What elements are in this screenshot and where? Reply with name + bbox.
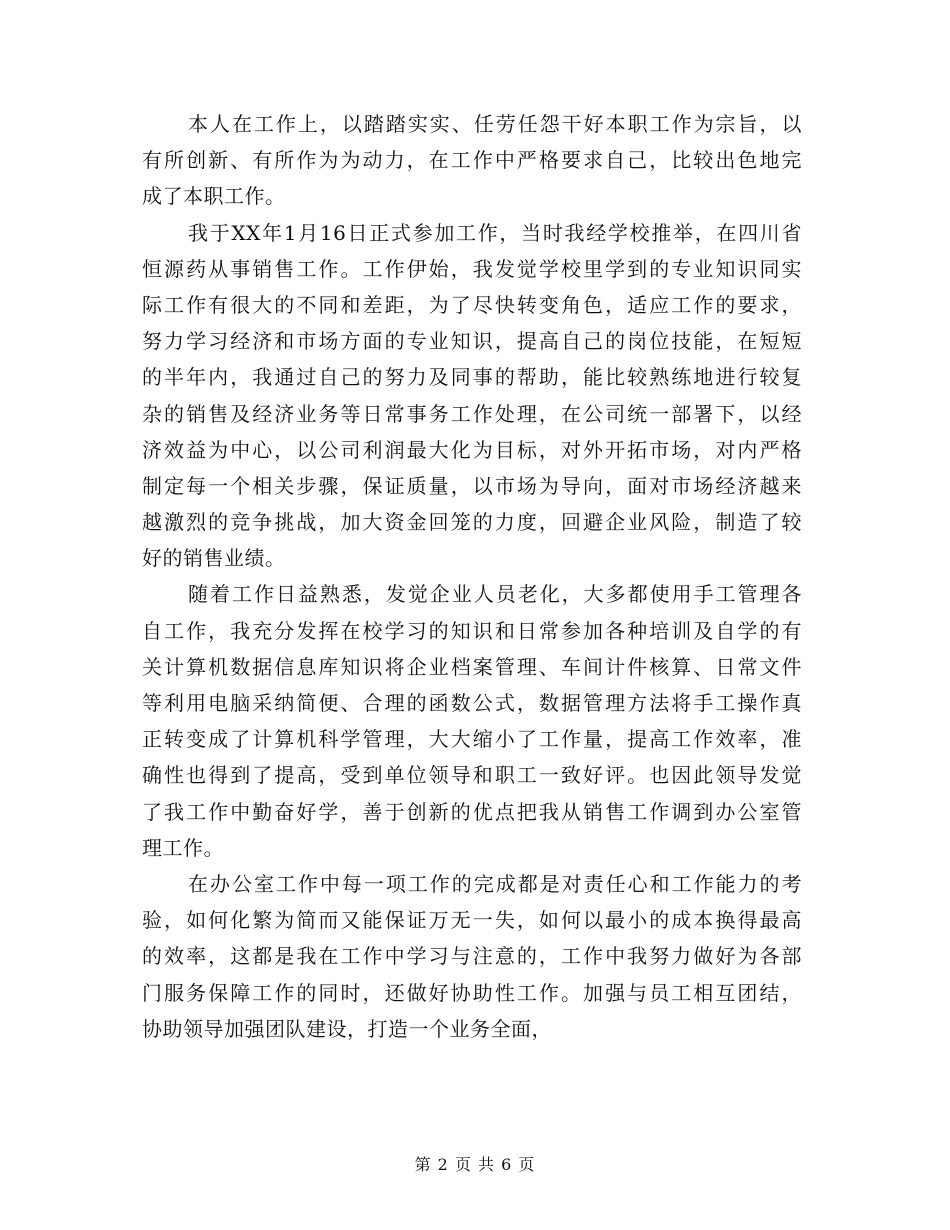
text-line: 有所创新、有所作为为动力，在工作中严格要求自己，比较出色地完 [142, 148, 802, 173]
text-line: 好的销售业绩。 [142, 546, 286, 571]
text-line: 越激烈的竞争挑战，加大资金回笼的力度，回避企业风险，制造了较 [142, 510, 802, 535]
text-line: 努力学习经济和市场方面的专业知识，提高自己的岗位技能，在短短 [142, 329, 802, 354]
text-line: 验，如何化繁为简而又能保证万无一失，如何以最小的成本换得最高 [142, 908, 802, 933]
text-line: 等利用电脑采纳简便、合理的函数公式，数据管理方法将手工操作真 [142, 691, 802, 715]
paragraph-4 [142, 866, 802, 1047]
text-line: 的半年内，我通过自己的努力及同事的帮助，能比较熟练地进行较复 [142, 365, 802, 390]
text-line: 际工作有很大的不同和差距，为了尽快转变角色，适应工作的要求， [142, 292, 802, 317]
paragraph-2 [142, 215, 802, 577]
text-line: 确性也得到了提高，受到单位领导和职工一致好评。也因此领导发觉 [142, 763, 802, 788]
text-line: 自工作，我充分发挥在校学习的知识和日常参加各种培训及自学的有 [142, 618, 802, 643]
text-line: 本人在工作上，以踏踏实实、任劳任怨干好本职工作为宗旨，以 [188, 112, 802, 136]
text-line: 随着工作日益熟悉，发觉企业人员老化，大多都使用手工管理各 [188, 582, 802, 607]
paragraph-3 [142, 576, 802, 866]
page-body [142, 106, 802, 1047]
text-line: 关计算机数据信息库知识将企业档案管理、车间计件核算、日常文件 [142, 654, 802, 679]
paragraph-1 [142, 106, 802, 215]
text-line: 恒源药从事销售工作。工作伊始，我发觉学校里学到的专业知识同实 [142, 256, 802, 281]
text-line: 杂的销售及经济业务等日常事务工作处理，在公司统一部署下，以经 [142, 401, 802, 426]
text-line: 成了本职工作。 [142, 184, 286, 209]
page-number: 第 2 页 共 6 页 [414, 1155, 536, 1174]
text-line: 了我工作中勤奋好学，善于创新的优点把我从销售工作调到办公室管 [142, 799, 802, 824]
text-line: 协助领导加强团队建设，打造一个业务全面， [142, 1016, 552, 1041]
text-line: 的效率，这都是我在工作中学习与注意的，工作中我努力做好为各部 [142, 944, 802, 969]
text-line: 制定每一个相关步骤，保证质量，以市场为导向，面对市场经济越来 [142, 473, 802, 498]
text-line: 理工作。 [142, 835, 224, 860]
text-line: 济效益为中心，以公司利润最大化为目标，对外开拓市场，对内严格 [142, 437, 802, 462]
text-line: 在办公室工作中每一项工作的完成都是对责任心和工作能力的考 [188, 871, 802, 896]
text-line: 正转变成了计算机科学管理，大大缩小了工作量，提高工作效率，准 [142, 727, 802, 752]
text-line: 门服务保障工作的同时，还做好协助性工作。加强与员工相互团结， [142, 980, 802, 1005]
text-line: 我于XX年1月16日正式参加工作，当时我经学校推举，在四川省 [188, 220, 802, 245]
